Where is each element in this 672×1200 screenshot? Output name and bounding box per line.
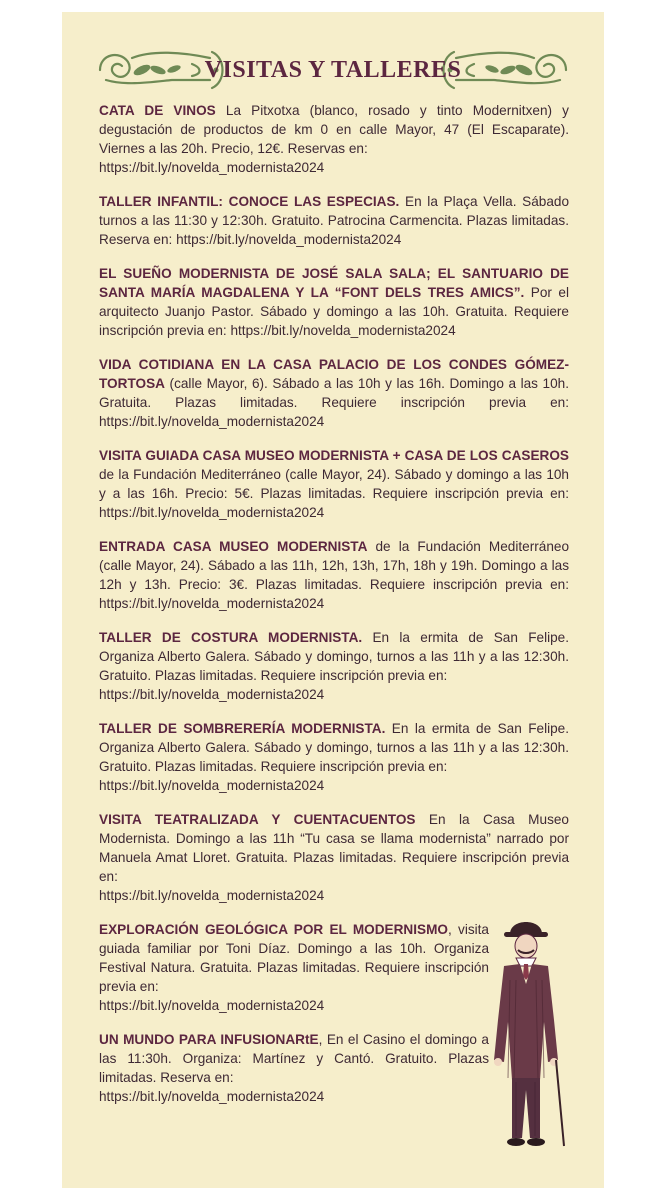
entry-link[interactable]: https://bit.ly/novelda_modernista2024	[99, 160, 325, 175]
entry-body: Por el arquitecto Juanjo Pastor. Sábado y domingo a las 10h. Gratuita. Requiere inscripción previa en: https://bit.ly/novelda_modernista2024	[99, 285, 569, 338]
entry-body: de la Fundación Mediterráneo (calle Mayor, 24). Sábado y domingo a las 10h y a las 16h. Precio: 5€. Plazas limitadas. Requiere inscripción previa en: https://bit.ly/novelda_modernista2024	[99, 467, 569, 520]
entry-cata-de-vinos	[99, 101, 569, 177]
modernist-gentleman-illustration-icon	[474, 910, 584, 1160]
entry-title: EL SUEÑO MODERNISTA DE JOSÉ SALA SALA; EL SANTUARIO DE SANTA MARÍA MAGDALENA Y LA “FONT DELS TRES AMICS”.	[99, 266, 569, 300]
entry-link[interactable]: https://bit.ly/novelda_modernista2024	[99, 888, 325, 903]
entry-body: , visita guiada familiar por Toni Díaz. Domingo a las 10h. Organiza Festival Natura. Gratuita. Plazas limitadas. Requiere inscripción previa en:	[99, 922, 489, 994]
entry-mundo-infusionarte	[99, 1030, 489, 1106]
entry-title: CATA DE VINOS	[99, 103, 216, 118]
entry-casa-museo	[99, 537, 569, 613]
entry-link[interactable]: https://bit.ly/novelda_modernista2024	[99, 778, 325, 793]
entry-body: En la ermita de San Felipe. Organiza Alberto Galera. Sábado y domingo, turnos a las 11h y a las 12:30h. Gratuito. Plazas limitadas. Requiere inscripción previa en:	[99, 630, 569, 683]
entry-link[interactable]: https://bit.ly/novelda_modernista2024	[99, 1089, 325, 1104]
entry-link[interactable]: https://bit.ly/novelda_modernista2024	[99, 998, 325, 1013]
entry-title: VISITA TEATRALIZADA Y CUENTACUENTOS	[99, 812, 416, 827]
entry-title: TALLER INFANTIL: CONOCE LAS ESPECIAS.	[99, 194, 400, 209]
entry-title: TALLER DE COSTURA MODERNISTA.	[99, 630, 363, 645]
entry-visita-teatralizada	[99, 810, 569, 905]
entry-body: En la Casa Museo Modernista. Domingo a las 11h “Tu casa se llama modernista” narrado por Manuela Amat Lloret. Gratuita. Plazas limitadas. Requiere inscripción previa en:	[99, 812, 569, 884]
entry-link[interactable]: https://bit.ly/novelda_modernista2024	[99, 687, 325, 702]
entry-title: VIDA COTIDIANA EN LA CASA PALACIO DE LOS CONDES GÓMEZ-TORTOSA	[99, 357, 569, 391]
entry-vida-cotidiana	[99, 355, 569, 431]
entry-title: EXPLORACIÓN GEOLÓGICA POR EL MODERNISMO	[99, 922, 448, 937]
entry-visita-guiada	[99, 446, 569, 522]
entry-body: , En el Casino el domingo a las 11:30h. Organiza: Martínez y Cantó. Gratuito. Plazas limitadas. Reserva en:	[99, 1032, 489, 1085]
section-title: VISITAS Y TALLERES	[204, 57, 462, 83]
entry-sueno-modernista	[99, 264, 569, 340]
entry-taller-infantil	[99, 192, 569, 249]
entry-body: En la Plaça Vella. Sábado turnos a las 11:30 y 12:30h. Gratuito. Patrocina Carmencita. Plazas limitadas. Reserva en: https://bit.ly/novelda_modernista2024	[99, 194, 570, 247]
entry-title: TALLER DE SOMBRERERÍA MODERNISTA.	[99, 721, 386, 736]
entry-taller-costura	[99, 628, 569, 704]
entry-body: En la ermita de San Felipe. Organiza Alberto Galera. Sábado y domingo, turnos a las 11h y a las 12:30h. Gratuito. Plazas limitadas. Requiere inscripción previa en:	[99, 721, 570, 774]
program-card	[62, 12, 604, 1188]
entry-title: ENTRADA CASA MUSEO MODERNISTA	[99, 539, 368, 554]
entry-title: VISITA GUIADA CASA MUSEO MODERNISTA + CASA DE LOS CASEROS	[99, 448, 569, 463]
entry-taller-sombrereria	[99, 719, 569, 795]
entry-exploracion-geologica	[99, 920, 489, 1015]
entry-body: La Pitxotxa (blanco, rosado y tinto Modernitxen) y degustación de productos de km 0 en calle Mayor, 47 (El Escaparate). Viernes a las 20h. Precio, 12€. Reservas en:	[99, 103, 569, 156]
entry-body: (calle Mayor, 6). Sábado a las 10h y las 16h. Domingo a las 10h. Gratuita. Plazas limitadas. Requiere inscripción previa en: https://bit.ly/novelda_modernista2024	[99, 376, 569, 429]
section-header	[62, 40, 604, 100]
entry-body: de la Fundación Mediterráneo (calle Mayor, 24). Sábado a las 11h, 12h, 13h, 17h, 18h y 19h. Domingo a las 12h y 13h. Precio: 3€. Plazas limitadas. Requiere inscripción previa en: https://bit.ly/novelda_modernista2024	[99, 539, 570, 611]
entry-title: UN MUNDO PARA INFUSIONARtE	[99, 1032, 319, 1047]
